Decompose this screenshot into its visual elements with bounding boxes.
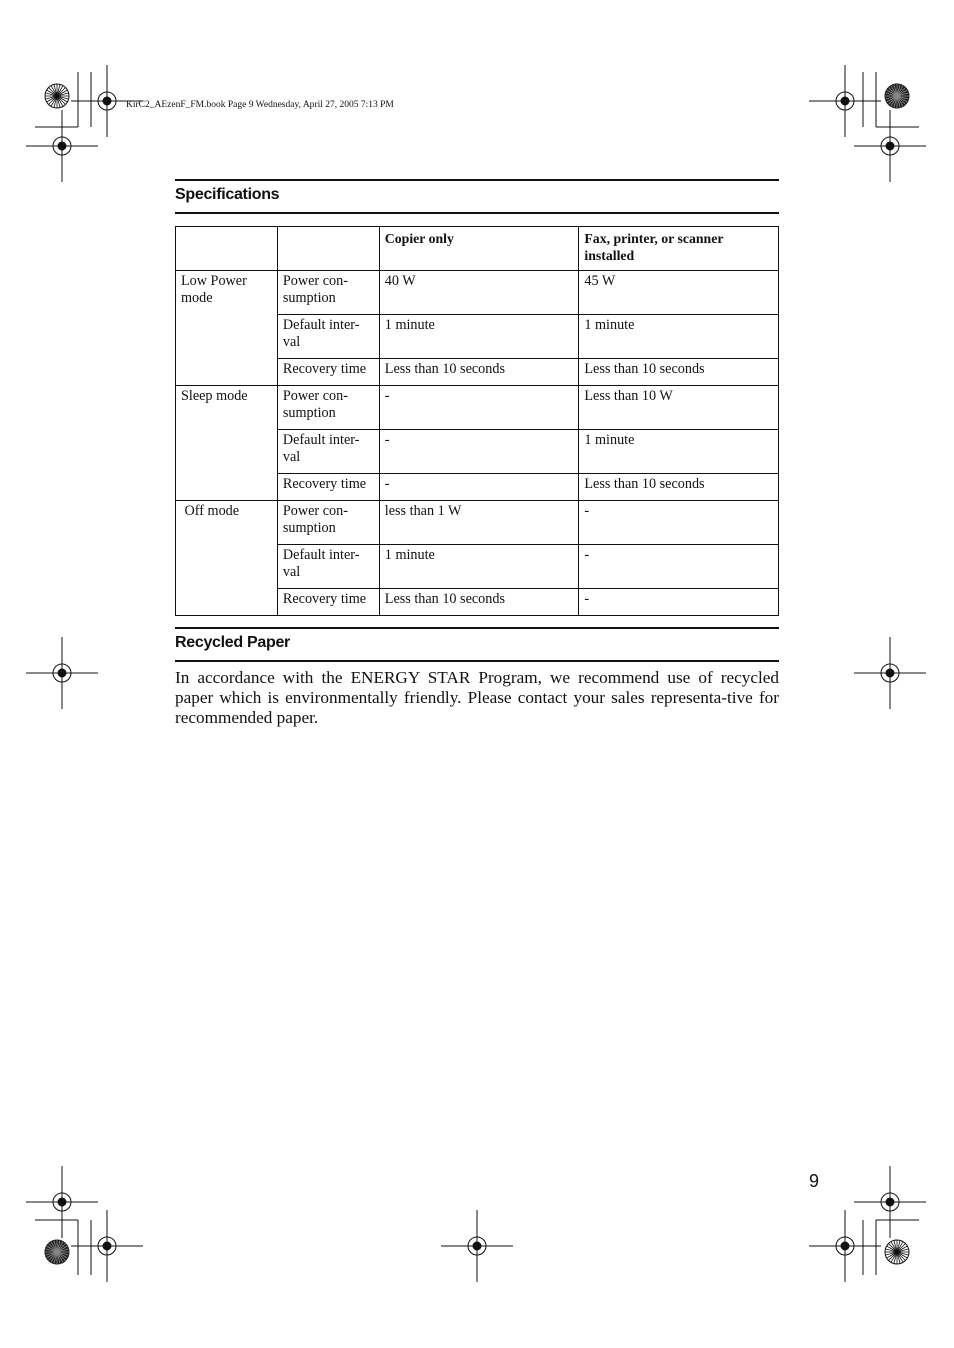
registration-target-icon [26,1166,98,1238]
registration-target-icon [71,1210,143,1282]
column-header [176,227,278,271]
copier-cell: - [379,386,579,430]
starburst-mark-icon [45,1240,69,1264]
fax-cell: 1 minute [579,430,779,474]
fax-cell: Less than 10 seconds [579,359,779,386]
fax-cell: - [579,545,779,589]
mode-cell: Off mode [176,501,278,616]
copier-cell: - [379,430,579,474]
registration-target-icon [854,1166,926,1238]
starburst-mark-icon [45,84,69,108]
fax-cell: - [579,501,779,545]
specifications-heading: Specifications [175,186,280,203]
copier-cell: less than 1 W [379,501,579,545]
item-cell: Default inter-val [277,430,379,474]
mode-cell: Low Power mode [176,271,278,386]
copier-cell: 1 minute [379,315,579,359]
registration-target-icon [441,1210,513,1282]
recycled-paper-body: In accordance with the ENERGY STAR Program, we recommend use of recycled paper which is environmentally friendly. Please contact your sales representa-tive for recommended paper. [175,668,779,727]
section-rule-bottom [175,212,779,214]
fax-cell: Less than 10 seconds [579,474,779,501]
table-row [176,271,779,315]
table-row [176,501,779,545]
item-cell: Power con-sumption [277,271,379,315]
page-number: 9 [809,1171,820,1191]
item-cell: Recovery time [277,474,379,501]
section-rule-top [175,179,779,181]
copier-cell: - [379,474,579,501]
copier-cell: Less than 10 seconds [379,359,579,386]
section-rule-bottom [175,660,779,662]
fax-cell: Less than 10 W [579,386,779,430]
fax-cell: - [579,589,779,616]
mode-cell: Sleep mode [176,386,278,501]
registration-target-icon [854,110,926,182]
table-header-row [176,227,779,271]
table-row [176,386,779,430]
item-cell: Power con-sumption [277,501,379,545]
registration-target-icon [854,637,926,709]
copier-cell: Less than 10 seconds [379,589,579,616]
item-cell: Default inter-val [277,545,379,589]
registration-target-icon [809,65,881,137]
registration-target-icon [26,110,98,182]
specifications-table [175,226,779,616]
column-header [277,227,379,271]
copier-cell: 40 W [379,271,579,315]
item-cell: Default inter-val [277,315,379,359]
item-cell: Recovery time [277,359,379,386]
fax-cell: 1 minute [579,315,779,359]
item-cell: Power con-sumption [277,386,379,430]
column-header-copier: Copier only [379,227,579,271]
fax-cell: 45 W [579,271,779,315]
column-header-fax: Fax, printer, or scanner installed [579,227,779,271]
item-cell: Recovery time [277,589,379,616]
starburst-mark-icon [885,84,909,108]
registration-target-icon [26,637,98,709]
copier-cell: 1 minute [379,545,579,589]
registration-target-icon [809,1210,881,1282]
file-header: KirC2_AEzenF_FM.book Page 9 Wednesday, April 27, 2005 7:13 PM [126,100,394,110]
section-rule-top [175,627,779,629]
starburst-mark-icon [885,1240,909,1264]
recycled-paper-heading: Recycled Paper [175,634,290,651]
